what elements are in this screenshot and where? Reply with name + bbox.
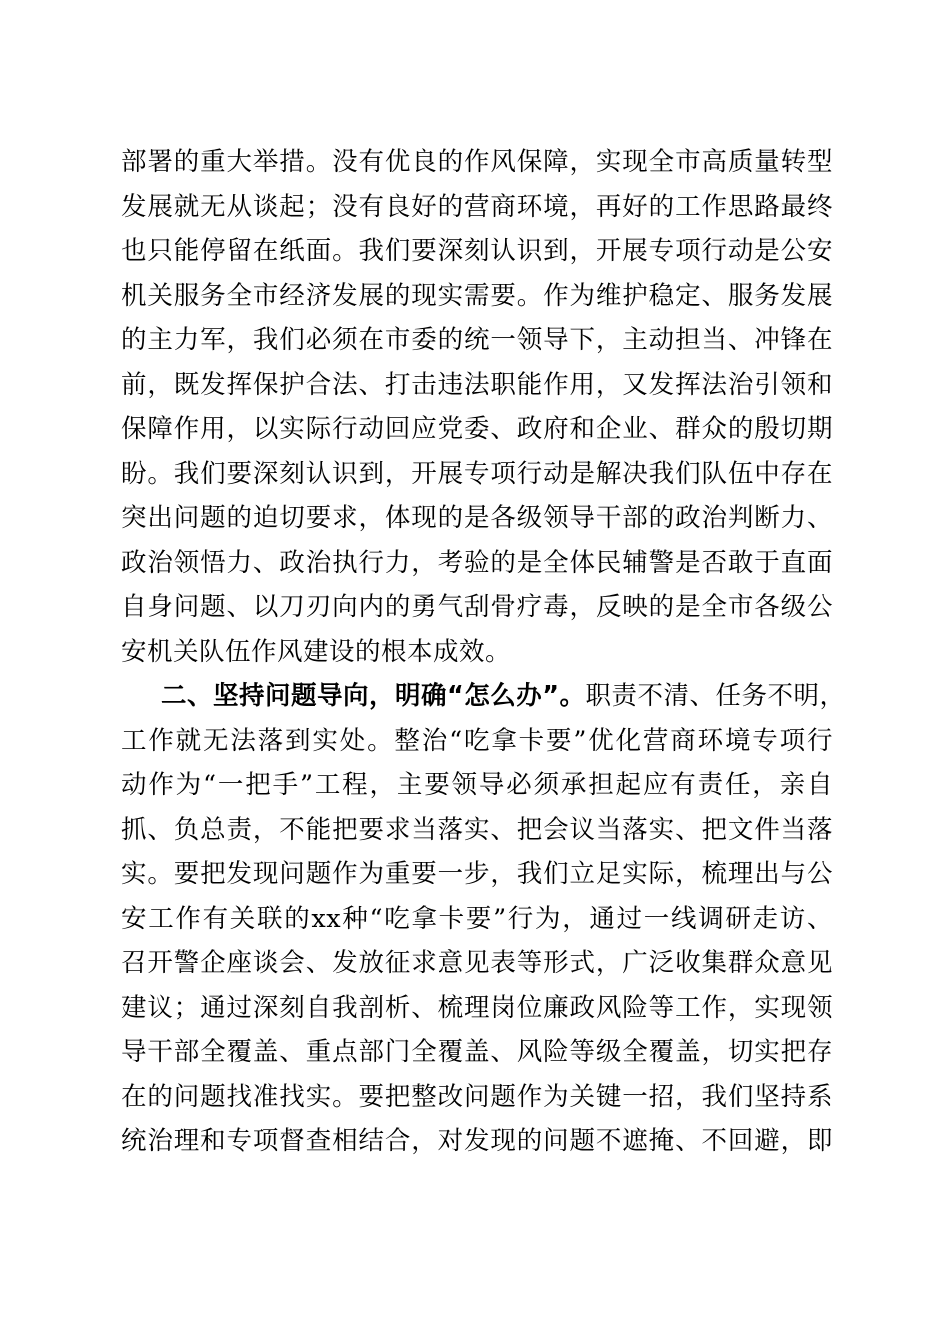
text-line: 抓、负总责，不能把要求当落实、把会议当落实、把文件当落 bbox=[121, 814, 833, 845]
text-line: 导干部全覆盖、重点部门全覆盖、风险等级全覆盖，切实把存 bbox=[121, 1037, 833, 1067]
text-line: 的主力军，我们必须在市委的统一领导下，主动担当、冲锋在 bbox=[121, 325, 833, 355]
paragraph-1 bbox=[121, 140, 833, 674]
text-line: 建议；通过深刻自我剖析、梳理岗位廉政风险等工作，实现领 bbox=[121, 992, 833, 1023]
text-line: 召开警企座谈会、发放征求意见表等形式，广泛收集群众意见 bbox=[121, 948, 833, 978]
text-line-heading bbox=[121, 674, 846, 719]
document-body bbox=[121, 140, 846, 1164]
text-line: 安机关队伍作风建设的根本成效。 bbox=[121, 636, 512, 667]
text-line: 自身问题、以刀刃向内的勇气刮骨疗毒，反映的是全市各级公 bbox=[121, 592, 833, 622]
text-line: 机关服务全市经济发展的现实需要。作为维护稳定、服务发展 bbox=[121, 280, 833, 311]
text-line: 部署的重大举措。没有优良的作风保障，实现全市高质量转型 bbox=[121, 147, 833, 177]
heading-line-rest: 职责不清、任务不明， bbox=[585, 681, 846, 711]
section-heading: 二、坚持问题导向，明确“怎么办”。 bbox=[161, 681, 586, 711]
paragraph-2 bbox=[121, 674, 846, 1164]
text-line: 突出问题的迫切要求，体现的是各级领导干部的政治判断力、 bbox=[121, 503, 833, 533]
text-line: 安工作有关联的xx种“吃拿卡要”行为，通过一线调研走访、 bbox=[121, 903, 833, 934]
text-line: 动作为“一把手”工程，主要领导必须承担起应有责任，亲自 bbox=[121, 770, 833, 800]
text-line: 统治理和专项督查相结合，对发现的问题不遮掩、不回避，即 bbox=[121, 1126, 833, 1156]
text-line: 实。要把发现问题作为重要一步，我们立足实际，梳理出与公 bbox=[121, 859, 833, 889]
text-line: 前，既发挥保护合法、打击违法职能作用，又发挥法治引领和 bbox=[121, 369, 833, 400]
text-line: 工作就无法落到实处。整治“吃拿卡要”优化营商环境专项行 bbox=[121, 725, 833, 756]
text-line: 盼。我们要深刻认识到，开展专项行动是解决我们队伍中存在 bbox=[121, 458, 833, 489]
text-line: 在的问题找准找实。要把整改问题作为关键一招，我们坚持系 bbox=[121, 1081, 833, 1112]
text-line: 政治领悟力、政治执行力，考验的是全体民辅警是否敢于直面 bbox=[121, 547, 833, 578]
text-line: 保障作用，以实际行动回应党委、政府和企业、群众的殷切期 bbox=[121, 414, 833, 444]
text-line: 发展就无从谈起；没有良好的营商环境，再好的工作思路最终 bbox=[121, 191, 833, 222]
text-line: 也只能停留在纸面。我们要深刻认识到，开展专项行动是公安 bbox=[121, 236, 833, 266]
